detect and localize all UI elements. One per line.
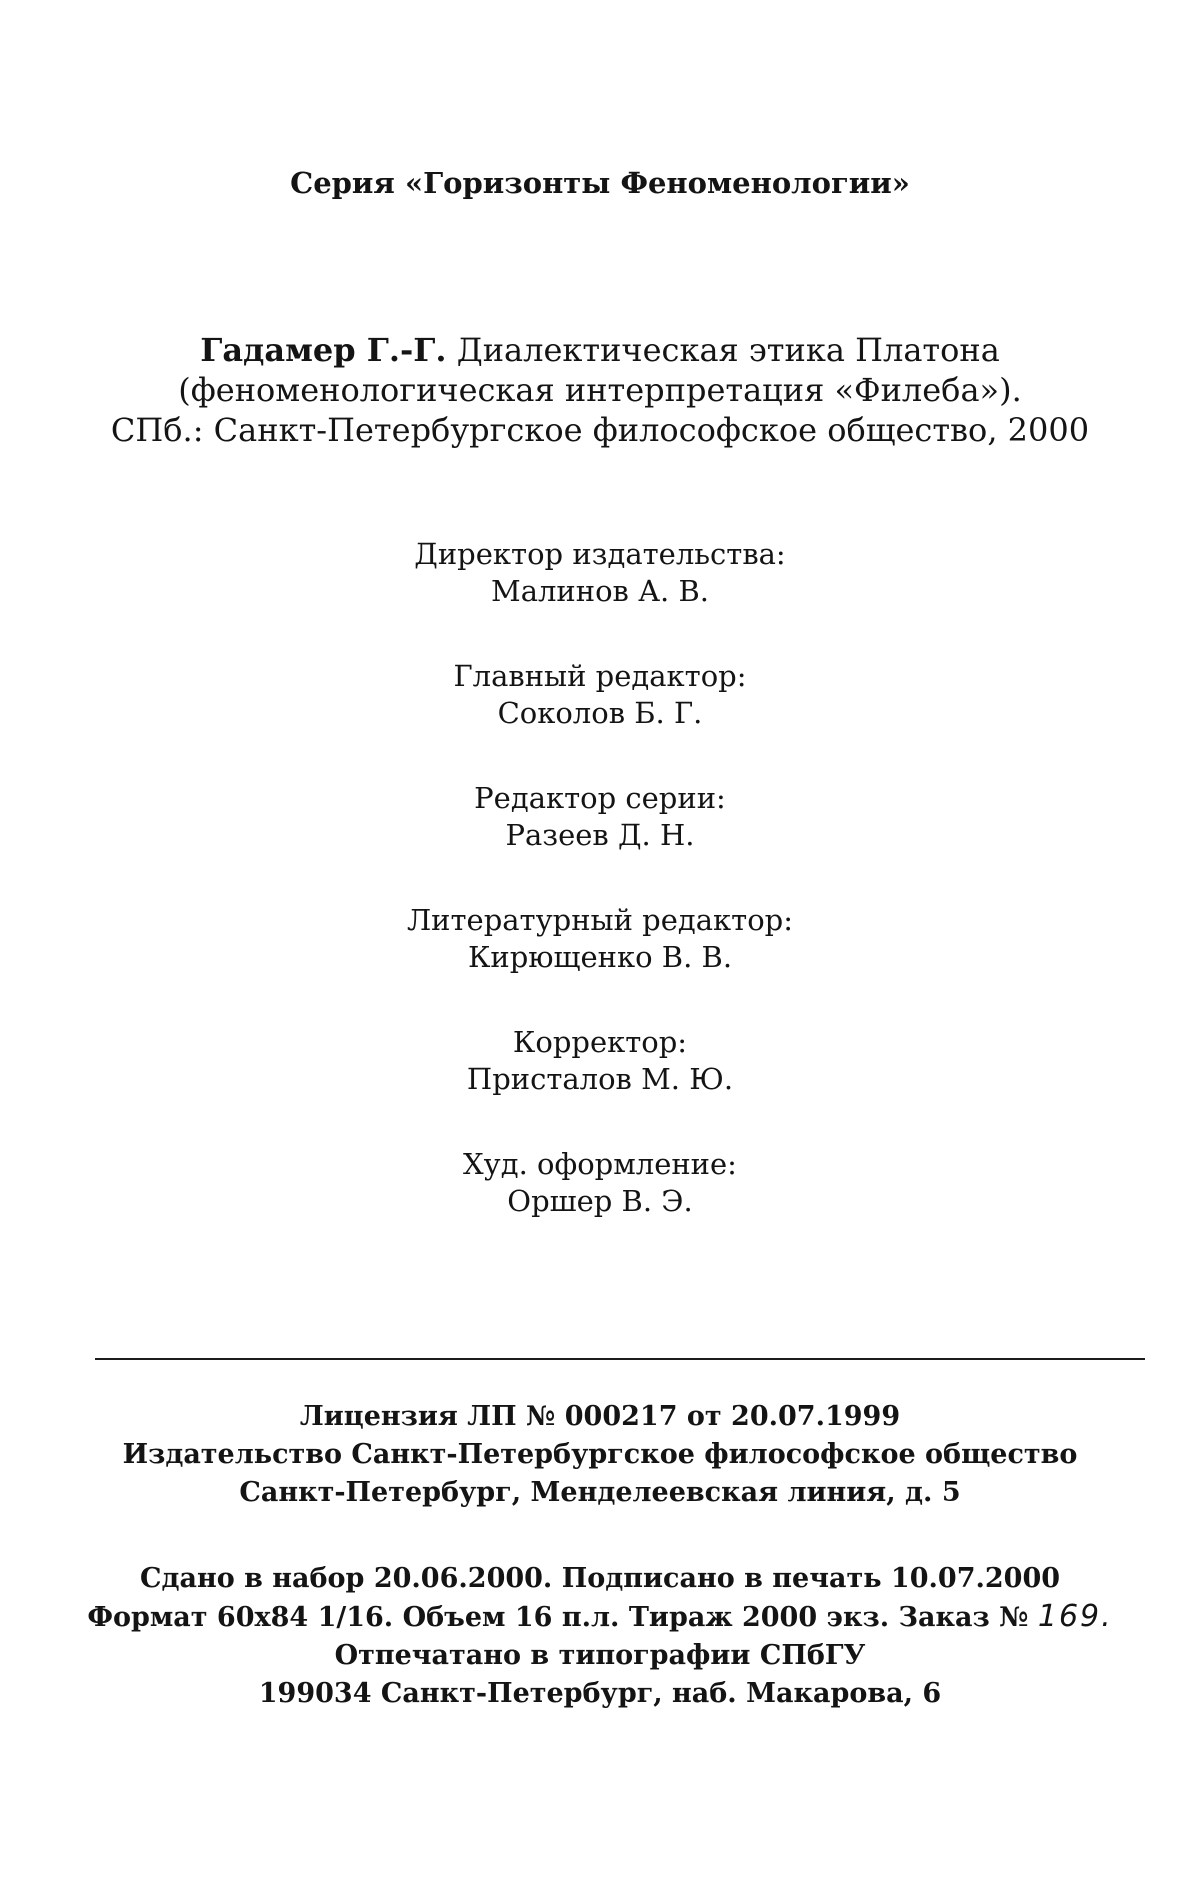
credit-name: Малинов А. В.	[491, 574, 709, 608]
horizontal-divider	[95, 1358, 1145, 1360]
credit-name: Присталов М. Ю.	[466, 1062, 734, 1096]
citation-author: Гадамер Г.-Г.	[200, 331, 447, 369]
credit-role: Редактор серии:	[474, 781, 726, 815]
credit-block	[0, 536, 1200, 610]
credit-role: Главный редактор:	[453, 659, 747, 693]
dates-line: Сдано в набор 20.06.2000. Подписано в печать 10.07.2000	[139, 1563, 1061, 1594]
credit-block	[0, 658, 1200, 732]
credit-block	[0, 1146, 1200, 1220]
printed-line: Отпечатано в типографии СПбГУ	[334, 1640, 866, 1671]
credit-block	[0, 780, 1200, 854]
credit-role: Корректор:	[512, 1025, 688, 1059]
format-line	[0, 1598, 1200, 1637]
printing-details	[0, 1560, 1200, 1713]
bibliographic-citation	[0, 330, 1200, 450]
credit-role: Директор издательства:	[414, 537, 786, 571]
credit-name: Оршер В. Э.	[507, 1184, 693, 1218]
credit-block	[0, 1024, 1200, 1098]
series-title: Серия «Горизонты Феноменологии»	[290, 166, 910, 200]
credit-role: Литературный редактор:	[406, 903, 794, 937]
license-line: Лицензия ЛП № 000217 от 20.07.1999	[299, 1401, 901, 1432]
citation-publication: СПб.: Санкт-Петербургское философское общество, 2000	[110, 411, 1090, 449]
credit-name: Разеев Д. Н.	[505, 818, 695, 852]
citation-subtitle: (феноменологическая интерпретация «Филеба»).	[178, 371, 1022, 409]
credit-name: Соколов Б. Г.	[497, 696, 703, 730]
credit-name: Кирющенко В. В.	[467, 940, 733, 974]
address-line: Санкт-Петербург, Менделеевская линия, д. 5	[239, 1477, 961, 1508]
credit-role: Худ. оформление:	[463, 1147, 737, 1181]
publisher-imprint	[0, 1398, 1200, 1512]
printer-address-line: 199034 Санкт-Петербург, наб. Макарова, 6	[258, 1678, 942, 1709]
publisher-line: Издательство Санкт-Петербургское философское общество	[122, 1439, 1078, 1470]
credits-list	[0, 536, 1200, 1268]
citation-title: Диалектическая этика Платона	[456, 331, 1000, 369]
format-text: Формат 60x84 1/16. Объем 16 п.л. Тираж 2000 экз. Заказ №	[87, 1602, 1029, 1633]
citation-line-1	[0, 330, 1200, 370]
credit-block	[0, 902, 1200, 976]
order-number-handwritten: 169.	[1037, 1599, 1113, 1634]
